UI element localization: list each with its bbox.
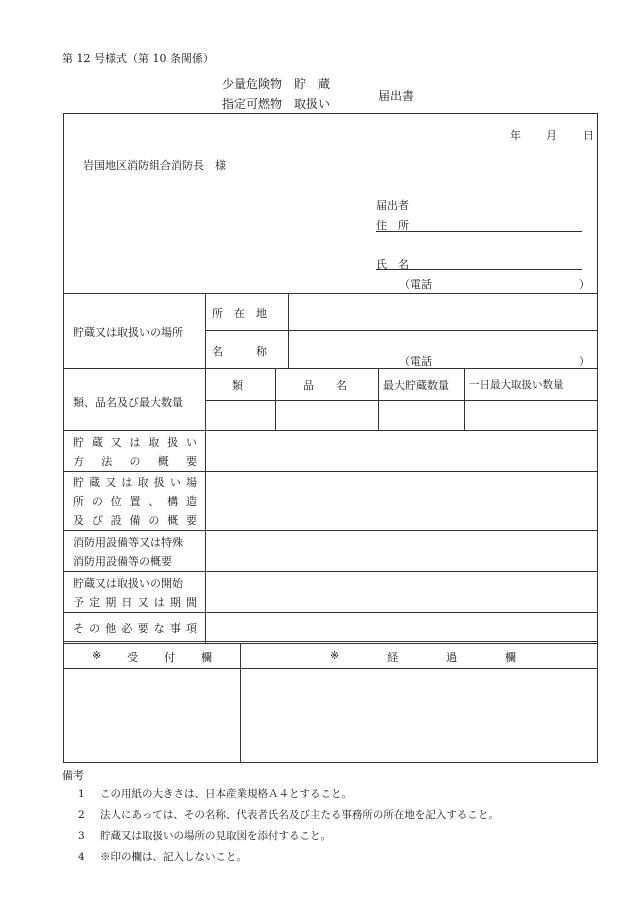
divider	[63, 430, 598, 431]
form-number-label: 第 12 号様式（第 10 条関係）	[62, 52, 214, 65]
date-year: 年	[510, 129, 521, 142]
divider	[240, 643, 241, 763]
phone-close: ）	[579, 278, 590, 291]
divider	[205, 400, 598, 401]
row-place-line-2: 所 の 位 置 、 構 造	[73, 495, 197, 508]
divider	[63, 368, 598, 369]
reception-column-label: ※ 受 付 欄	[92, 649, 212, 664]
divider	[275, 368, 276, 430]
divider	[378, 368, 379, 430]
divider	[63, 293, 598, 294]
title-suffix: 届出書	[378, 89, 415, 103]
location-address-label: 所 在 地	[212, 307, 267, 320]
divider	[63, 643, 598, 644]
location-phone-open: （電話	[399, 355, 432, 368]
note-item: 3 貯蔵又は取扱いの場所の見取図を添付すること。	[78, 830, 331, 842]
divider	[63, 668, 598, 669]
name-label: 氏 名	[376, 258, 409, 271]
row-other-matters: そ の 他 必 要 な 事 項	[73, 622, 197, 635]
divider	[63, 641, 598, 642]
divider	[63, 612, 598, 613]
note-item: 2 法人にあっては、その名称、代表者氏名及び主たる事務所の所在地を記入すること。	[78, 809, 499, 821]
row-equipment-line-2: 消防用設備等の概要	[73, 555, 172, 568]
divider	[63, 571, 598, 572]
name-underline	[376, 269, 582, 270]
column-header-daily-max: 一日最大取扱い数量	[469, 379, 564, 391]
divider	[205, 330, 598, 331]
notes-title: 備考	[62, 769, 84, 782]
title-line-1: 少量危険物 貯 蔵	[222, 77, 331, 91]
location-phone-close: ）	[579, 355, 590, 368]
address-label: 住 所	[376, 219, 409, 232]
row-place-line-3: 及 び 設 備 の 概 要	[73, 514, 197, 527]
divider	[63, 471, 598, 472]
row-start-date-line-1: 貯蔵又は取扱いの開始	[73, 577, 183, 590]
addressee: 岩国地区消防組合消防長 様	[83, 159, 226, 172]
phone-open: （電話	[399, 278, 432, 291]
row-method-line-1: 貯 蔵 又 は 取 扱 い	[73, 436, 197, 449]
note-item: 4 ※印の欄は、記入しないこと。	[78, 851, 247, 863]
column-header-max-storage: 最大貯蔵数量	[383, 379, 449, 392]
divider	[205, 293, 206, 643]
divider	[288, 293, 289, 368]
divider	[63, 530, 598, 531]
row-method-line-2: 方 法 の 概 要	[73, 455, 197, 468]
divider	[464, 368, 465, 430]
column-header-class: 類	[232, 379, 243, 392]
row-equipment-line-1: 消防用設備等又は特殊	[73, 536, 183, 549]
title-line-2: 指定可燃物 取扱い	[222, 97, 331, 111]
location-name-label: 名 称	[212, 345, 267, 358]
date-month: 月	[546, 129, 557, 142]
location-section-label: 貯蔵又は取扱いの場所	[73, 326, 183, 339]
address-underline	[376, 231, 582, 232]
note-item: 1 この用紙の大きさは、日本産業規格Ａ４とすること。	[78, 788, 352, 800]
row-place-line-1: 貯 蔵 又 は 取 扱 い 場	[73, 476, 197, 489]
notifier-label: 届出者	[376, 199, 409, 212]
progress-column-label: ※ 経 過 欄	[330, 649, 516, 664]
column-header-product: 品 名	[303, 379, 347, 392]
date-day: 日	[583, 129, 594, 142]
row-start-date-line-2: 予 定 期 日 又 は 期 間	[73, 596, 197, 609]
quantity-section-label: 類、品名及び最大数量	[73, 396, 183, 409]
